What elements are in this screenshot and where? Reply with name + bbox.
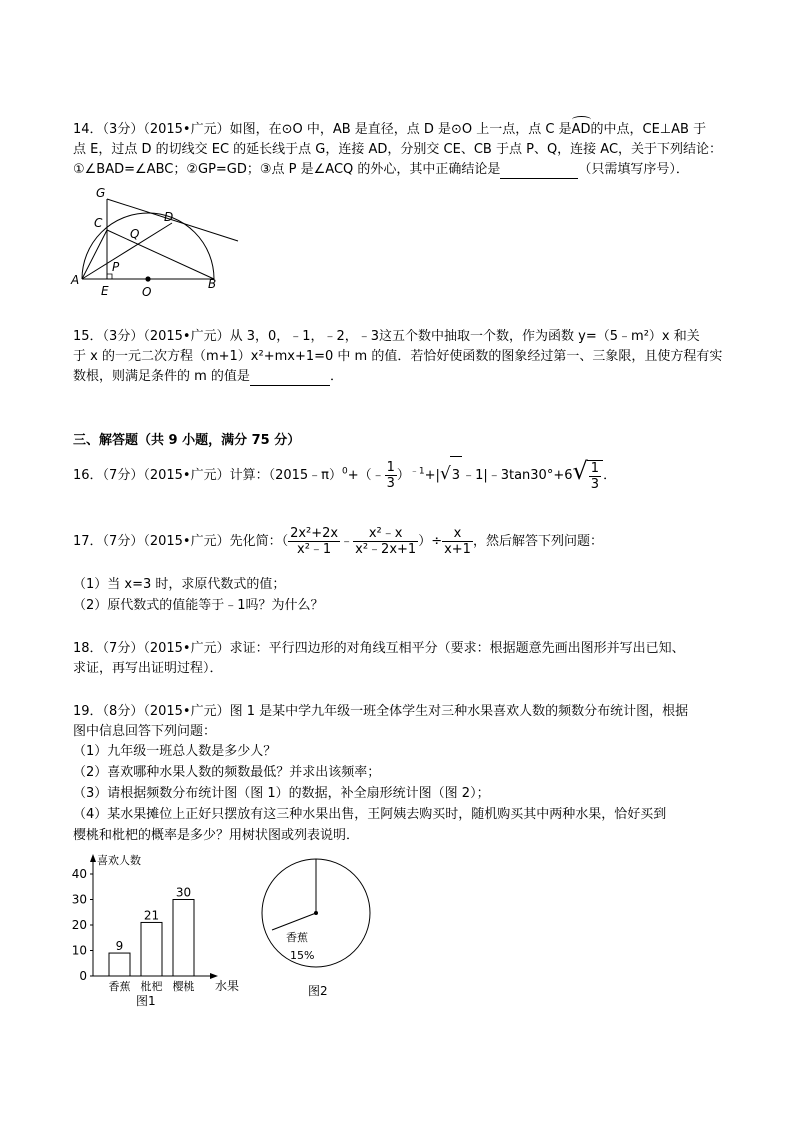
q17-sub2: （2）原代数式的值能等于﹣1吗？为什么？ [73,598,324,613]
label-g: G [96,186,106,200]
q17-f2-num: x²﹣x [353,526,418,542]
q14-text-c: ①∠BAD=∠ABC；②GP=GD；③点 P 是∠ACQ 的外心，其中正确结论是 [73,162,501,177]
bar [109,953,130,976]
q17-minus: ﹣ [340,534,354,549]
q16-exp-0: 0 [341,466,348,477]
q17-f3-den: x+1 [444,542,471,557]
q19-sub4: （4）某水果摊位上正好只摆放有这三种水果出售，王阿姨去购买时，随机购买其中两种水果，恰好买到 [73,807,667,822]
q19-sub1: （1）九年级一班总人数是多少人？ [73,744,277,759]
q16-text-b: +（﹣ [347,468,385,483]
q15-text-b: ． [329,369,343,384]
q15-line3 [73,368,343,386]
label-p: P [112,260,120,274]
q16-text-g: ． [603,468,617,483]
y-axis-arrow-icon [90,854,96,862]
q15-line1: 15．（3分）（2015•广元）从 3，0，﹣1，﹣2，﹣3这五个数中抽取一个数，作为函数 y=（5﹣m²）x 和关 [73,329,700,344]
y-tick-label: 10 [71,943,87,958]
y-axis-label: 喜欢人数 [97,854,141,867]
q16-text-c: ） [396,468,410,483]
label-c: C [94,216,103,230]
chart1-title: 图1 [136,994,156,1008]
q17-f1-den: x²﹣1 [297,542,332,557]
q19-sub3: （3）请根据频数分布统计图（图 1）的数据，补全扇形统计图（图 2）； [73,786,490,801]
q16-exp-neg1: ﹣1 [409,466,425,477]
category-label: 香蕉 [108,980,131,993]
q18-line2: 求证，再写出证明过程）． [73,661,223,676]
q19-line1: 19．（8分）（2015•广元）图 1 是某中学九年级一班全体学生对三种水果喜欢人数的频数分布统计图，根据 [73,704,689,719]
bar-chart-figure1 [60,850,250,1010]
y-tick-label: 40 [71,867,87,881]
q16-fraction [385,460,397,491]
q17-sub1: （1）当 x=3 时，求原代数式的值； [73,577,286,592]
bar-value-label: 9 [115,939,124,954]
q19-sub2: （2）喜欢哪种水果人数的频数最低？并求出该频率； [73,765,381,780]
label-e: E [101,284,109,298]
category-label: 樱桃 [172,980,195,993]
label-q: Q [130,227,140,241]
center-o [145,276,150,281]
x-axis-label: 水果 [215,979,240,993]
sqrt-sign-icon: √ [572,457,588,485]
y-tick-label: 0 [79,969,87,983]
pie-slice-label: 香蕉 [286,931,308,944]
q14-text-d: （只需填写序号）． [578,162,689,177]
q15-text-a: 数根，则满足条件的 m 的值是 [73,369,250,384]
section3-title: 三、解答题（共 9 小题，满分 75 分） [73,433,301,448]
chart2-title: 图2 [308,984,328,998]
pie-radius-2 [272,913,316,930]
q17-text-b: ）÷ [418,534,443,549]
q16-text-a: 16．（7分）（2015•广元）计算：（2015﹣π） [73,468,342,483]
label-a: A [71,273,80,287]
q16-frac-num: 1 [386,460,395,475]
bar [141,922,162,976]
arc-ad: AD [571,122,591,137]
q17-f3-num: x [442,526,473,542]
q14-line2: 点 E，过点 D 的切线交 EC 的延长线于点 G，连接 AD，分别交 CE、CB 于点 P、Q，连接 AC，关于下列结论： [73,142,723,157]
q14-line1 [73,121,706,139]
line-cb [107,230,214,279]
line-ad [82,223,172,279]
q16-text-e: ﹣1|﹣3tan30°+6 [462,468,573,483]
y-tick-label: 30 [71,892,87,907]
label-d: D [164,210,174,224]
q14-text-b: 的中点，CE⊥AB 于 [590,122,707,137]
q17-line [73,523,603,561]
q16-text-d: +| [424,468,440,483]
q15-line2: 于 x 的一元二次方程（m+1）x²+mx+1=0 中 m 的值．若恰好使函数的图象经过第一、三象限，且使方程有实 [73,349,723,364]
right-angle-mark [107,274,112,279]
q17-fraction-3 [442,526,473,557]
y-tick-label: 20 [71,918,87,932]
pie-chart-figure2 [258,854,378,1014]
bar-value-label: 21 [143,908,160,923]
q17-text-c: ，然后解答下列问题： [472,534,603,549]
label-b: B [208,277,217,291]
q17-f1-num: 2x²+2x [290,526,339,541]
bar [173,900,194,977]
q16-sqrt-fraction [587,460,603,492]
q17-fraction-2 [353,526,418,557]
q17-text-a: 17．（7分）（2015•广元）先化简：（ [73,534,289,549]
q19-line2: 图中信息回答下列问题： [73,724,217,739]
q17-fraction-1 [288,526,340,557]
q16-sqrt-num: 1 [590,460,600,476]
q14-line3 [73,161,689,179]
q15-answer-blank[interactable] [250,371,330,386]
q16-line [73,452,616,495]
category-label: 枇杷 [140,980,163,993]
q14-answer-blank[interactable] [500,164,578,179]
label-o: O [142,285,152,299]
bar-value-label: 30 [175,885,192,900]
q17-f2-den: x²﹣2x+1 [355,542,417,557]
q18-line1: 18．（7分）（2015•广元）求证：平行四边形的对角线互相平分（要求：根据题意先画出图形并写出已知、 [73,641,685,656]
q16-sqrt-den: 3 [590,476,600,492]
sqrt-sign-icon: √ [439,464,451,484]
q19-sub5: 樱桃和枇杷的概率是多少？用树状图或列表说明． [73,828,360,843]
q14-text-a: 14．（3分）（2015•广元）如图，在⊙O 中，AB 是直径，点 D 是⊙O 上一点，点 C 是 [73,122,572,137]
pie-slice-percent: 15% [290,949,315,962]
q16-sqrt3: 3 [450,456,462,495]
pie-center [314,911,318,915]
q16-frac-den: 3 [386,476,395,491]
q14-geometry-figure [68,183,248,303]
